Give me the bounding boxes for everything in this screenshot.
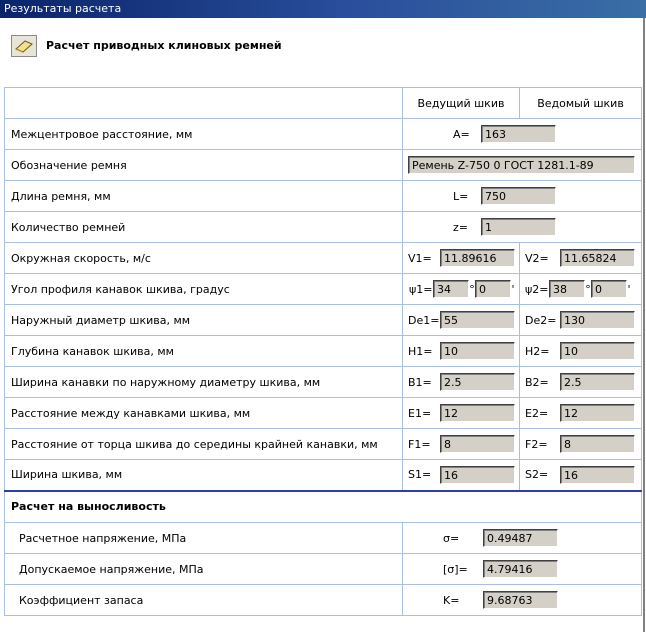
symbol-b1: B1=	[408, 375, 432, 389]
label-safety-factor: Коэффициент запаса	[5, 585, 403, 616]
row-speed	[5, 243, 642, 274]
value-center-distance[interactable]: 163	[481, 125, 556, 143]
results-table	[4, 87, 642, 616]
column-header-row	[5, 88, 642, 119]
label-belt-designation: Обозначение ремня	[5, 150, 403, 181]
row-allowed-stress	[5, 554, 642, 585]
value-e1[interactable]: 12	[440, 404, 515, 422]
value-psi1-minutes[interactable]: 0	[475, 280, 511, 298]
label-belt-length: Длина ремня, мм	[5, 181, 403, 212]
value-allowed-stress[interactable]: 4.79416	[483, 560, 558, 578]
symbol-v1: V1=	[408, 251, 432, 265]
label-groove-width: Ширина канавки по наружному диаметру шкива, мм	[5, 367, 403, 398]
window-title: Результаты расчета	[0, 0, 646, 18]
page-title: Расчет приводных клиновых ремней	[46, 39, 282, 52]
label-pulley-width: Ширина шкива, мм	[5, 460, 403, 491]
label-edge-distance: Расстояние от торца шкива до середины крайней канавки, мм	[5, 429, 403, 460]
symbol-z: z=	[453, 220, 468, 234]
value-v1[interactable]: 11.89616	[440, 249, 515, 267]
symbol-sigma: σ=	[443, 531, 460, 545]
symbol-k: K=	[443, 593, 460, 607]
value-belt-count[interactable]: 1	[481, 218, 556, 236]
value-b1[interactable]: 2.5	[440, 373, 515, 391]
value-de1[interactable]: 55	[440, 311, 515, 329]
row-center-distance	[5, 119, 642, 150]
label-speed: Окружная скорость, м/с	[5, 243, 403, 274]
row-belt-designation	[5, 150, 642, 181]
value-f2[interactable]: 8	[560, 435, 635, 453]
value-psi2-degrees[interactable]: 38	[549, 280, 585, 298]
column-driven: Ведомый шкив	[520, 88, 642, 119]
symbol-e2: E2=	[525, 406, 549, 420]
label-angle: Угол профиля канавок шкива, градус	[5, 274, 403, 305]
minute-mark-2: '	[627, 282, 631, 296]
symbol-l: L=	[453, 189, 469, 203]
degree-mark-2: °	[585, 282, 591, 296]
book-icon[interactable]	[11, 35, 37, 57]
row-groove-depth	[5, 336, 642, 367]
label-stress: Расчетное напряжение, МПа	[5, 523, 403, 554]
value-f1[interactable]: 8	[440, 435, 515, 453]
row-safety-factor	[5, 585, 642, 616]
symbol-de1: De1=	[408, 313, 440, 327]
symbol-v2: V2=	[525, 251, 549, 265]
value-s2[interactable]: 16	[560, 466, 635, 484]
row-stress	[5, 523, 642, 554]
value-s1[interactable]: 16	[440, 466, 515, 484]
symbol-h1: H1=	[408, 344, 433, 358]
row-groove-width	[5, 367, 642, 398]
row-angle	[5, 274, 642, 305]
degree-mark-1: °	[469, 282, 475, 296]
symbol-psi2: ψ2=	[525, 282, 549, 296]
row-groove-spacing	[5, 398, 642, 429]
label-groove-depth: Глубина канавок шкива, мм	[5, 336, 403, 367]
value-belt-length[interactable]: 750	[481, 187, 556, 205]
row-edge-distance	[5, 429, 642, 460]
symbol-f2: F2=	[525, 437, 548, 451]
value-h2[interactable]: 10	[560, 342, 635, 360]
label-center-distance: Межцентровое расстояние, мм	[5, 119, 403, 150]
symbol-b2: B2=	[525, 375, 549, 389]
row-pulley-width	[5, 460, 642, 491]
value-psi1-degrees[interactable]: 34	[433, 280, 469, 298]
symbol-h2: H2=	[525, 344, 550, 358]
label-allowed-stress: Допускаемое напряжение, МПа	[5, 554, 403, 585]
symbol-psi1: ψ1=	[409, 282, 433, 296]
section-endurance-title: Расчет на выносливость	[5, 491, 642, 523]
value-v2[interactable]: 11.65824	[560, 249, 635, 267]
symbol-f1: F1=	[408, 437, 431, 451]
value-stress[interactable]: 0.49487	[483, 529, 558, 547]
value-safety-factor[interactable]: 9.68763	[483, 591, 558, 609]
symbol-e1: E1=	[408, 406, 432, 420]
symbol-allowed-sigma: [σ]=	[443, 562, 468, 576]
symbol-s2: S2=	[525, 468, 549, 482]
value-h1[interactable]: 10	[440, 342, 515, 360]
value-de2[interactable]: 130	[560, 311, 635, 329]
column-driving: Ведущий шкив	[403, 88, 520, 119]
symbol-a: A=	[453, 127, 470, 141]
value-b2[interactable]: 2.5	[560, 373, 635, 391]
label-belt-count: Количество ремней	[5, 212, 403, 243]
value-belt-designation[interactable]: Ремень Z-750 0 ГОСТ 1281.1-89	[408, 156, 635, 174]
value-psi2-minutes[interactable]: 0	[591, 280, 627, 298]
minute-mark-1: '	[511, 282, 515, 296]
section-endurance-header	[5, 491, 642, 523]
row-outer-diameter	[5, 305, 642, 336]
value-e2[interactable]: 12	[560, 404, 635, 422]
label-groove-spacing: Расстояние между канавками шкива, мм	[5, 398, 403, 429]
row-belt-count	[5, 212, 642, 243]
symbol-s1: S1=	[408, 468, 432, 482]
label-outer-diameter: Наружный диаметр шкива, мм	[5, 305, 403, 336]
row-belt-length	[5, 181, 642, 212]
symbol-de2: De2=	[525, 313, 557, 327]
